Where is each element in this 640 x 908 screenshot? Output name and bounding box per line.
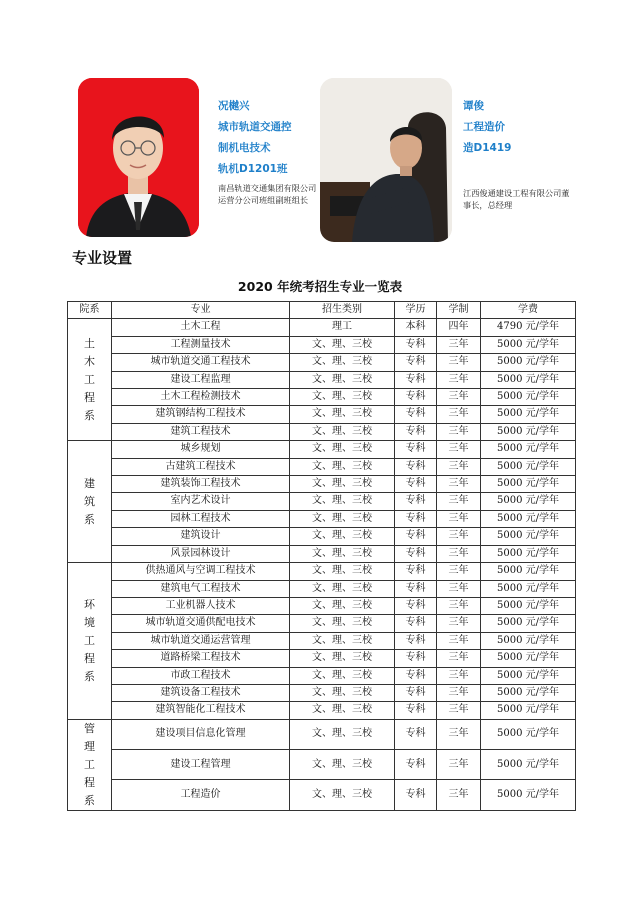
degree-cell: 专科 bbox=[395, 702, 437, 719]
admission-type-cell: 文、理、三校 bbox=[290, 458, 395, 475]
degree-cell: 专科 bbox=[395, 528, 437, 545]
majors-table bbox=[67, 301, 576, 811]
admission-type-cell: 文、理、三校 bbox=[290, 563, 395, 580]
tuition-cell: 5000 元/学年 bbox=[481, 354, 576, 371]
duration-cell: 三年 bbox=[437, 441, 481, 458]
degree-cell: 专科 bbox=[395, 684, 437, 701]
header-duration: 学制 bbox=[437, 302, 481, 319]
degree-cell: 专科 bbox=[395, 780, 437, 810]
major-cell: 市政工程技术 bbox=[112, 667, 290, 684]
table-row bbox=[68, 458, 576, 475]
tuition-cell: 5000 元/学年 bbox=[481, 667, 576, 684]
profile-2-description: 江西俊通建设工程有限公司董事长，总经理 bbox=[463, 188, 570, 210]
tuition-cell: 5000 元/学年 bbox=[481, 423, 576, 440]
profile-1-info bbox=[218, 96, 292, 180]
profile-photo-1 bbox=[78, 78, 199, 237]
table-row bbox=[68, 476, 576, 493]
major-cell: 古建筑工程技术 bbox=[112, 458, 290, 475]
admission-type-cell: 文、理、三校 bbox=[290, 423, 395, 440]
degree-cell: 专科 bbox=[395, 615, 437, 632]
admission-type-cell: 文、理、三校 bbox=[290, 597, 395, 614]
tuition-cell: 5000 元/学年 bbox=[481, 528, 576, 545]
section-heading: 专业设置 bbox=[72, 249, 133, 267]
table-header-row bbox=[68, 302, 576, 319]
degree-cell: 专科 bbox=[395, 336, 437, 353]
table-row bbox=[68, 580, 576, 597]
admission-type-cell: 文、理、三校 bbox=[290, 476, 395, 493]
table-row bbox=[68, 545, 576, 562]
major-cell: 建设工程管理 bbox=[112, 750, 290, 780]
table-row bbox=[68, 493, 576, 510]
tuition-cell: 5000 元/学年 bbox=[481, 371, 576, 388]
admission-type-cell: 文、理、三校 bbox=[290, 719, 395, 749]
tuition-cell: 5000 元/学年 bbox=[481, 580, 576, 597]
duration-cell: 三年 bbox=[437, 371, 481, 388]
table-row bbox=[68, 597, 576, 614]
department-cell: 环 境 工 程 系 bbox=[68, 563, 112, 720]
duration-cell: 三年 bbox=[437, 389, 481, 406]
admission-type-cell: 文、理、三校 bbox=[290, 545, 395, 562]
major-cell: 建筑钢结构工程技术 bbox=[112, 406, 290, 423]
duration-cell: 三年 bbox=[437, 528, 481, 545]
header-degree: 学历 bbox=[395, 302, 437, 319]
department-cell: 建 筑 系 bbox=[68, 441, 112, 563]
duration-cell: 三年 bbox=[437, 545, 481, 562]
major-cell: 园林工程技术 bbox=[112, 510, 290, 527]
tuition-cell: 5000 元/学年 bbox=[481, 510, 576, 527]
profile-1-name: 况樾兴 bbox=[218, 100, 250, 112]
major-cell: 工业机器人技术 bbox=[112, 597, 290, 614]
admission-type-cell: 文、理、三校 bbox=[290, 371, 395, 388]
table-row bbox=[68, 667, 576, 684]
admission-type-cell: 文、理、三校 bbox=[290, 354, 395, 371]
admission-type-cell: 文、理、三校 bbox=[290, 510, 395, 527]
duration-cell: 三年 bbox=[437, 336, 481, 353]
degree-cell: 专科 bbox=[395, 719, 437, 749]
tuition-cell: 5000 元/学年 bbox=[481, 750, 576, 780]
admission-type-cell: 文、理、三校 bbox=[290, 441, 395, 458]
admission-type-cell: 文、理、三校 bbox=[290, 750, 395, 780]
table-title: 2020 年统考招生专业一览表 bbox=[237, 279, 403, 294]
tuition-cell: 5000 元/学年 bbox=[481, 545, 576, 562]
duration-cell: 三年 bbox=[437, 510, 481, 527]
table-row bbox=[68, 615, 576, 632]
tuition-cell: 5000 元/学年 bbox=[481, 650, 576, 667]
major-cell: 城乡规划 bbox=[112, 441, 290, 458]
admission-type-cell: 文、理、三校 bbox=[290, 580, 395, 597]
major-cell: 建设项目信息化管理 bbox=[112, 719, 290, 749]
major-cell: 建筑工程技术 bbox=[112, 423, 290, 440]
duration-cell: 三年 bbox=[437, 493, 481, 510]
admission-type-cell: 文、理、三校 bbox=[290, 650, 395, 667]
admission-type-cell: 文、理、三校 bbox=[290, 684, 395, 701]
degree-cell: 专科 bbox=[395, 667, 437, 684]
tuition-cell: 5000 元/学年 bbox=[481, 563, 576, 580]
table-row bbox=[68, 354, 576, 371]
tuition-cell: 5000 元/学年 bbox=[481, 389, 576, 406]
admission-type-cell: 文、理、三校 bbox=[290, 389, 395, 406]
duration-cell: 三年 bbox=[437, 476, 481, 493]
degree-cell: 专科 bbox=[395, 354, 437, 371]
tuition-cell: 5000 元/学年 bbox=[481, 336, 576, 353]
table-row bbox=[68, 319, 576, 336]
degree-cell: 专科 bbox=[395, 389, 437, 406]
admission-type-cell: 文、理、三校 bbox=[290, 780, 395, 810]
major-cell: 供热通风与空调工程技术 bbox=[112, 563, 290, 580]
duration-cell: 三年 bbox=[437, 615, 481, 632]
table-row bbox=[68, 371, 576, 388]
admission-type-cell: 文、理、三校 bbox=[290, 528, 395, 545]
duration-cell: 三年 bbox=[437, 406, 481, 423]
tuition-cell: 5000 元/学年 bbox=[481, 493, 576, 510]
admission-type-cell: 文、理、三校 bbox=[290, 615, 395, 632]
duration-cell: 三年 bbox=[437, 354, 481, 371]
major-cell: 工程造价 bbox=[112, 780, 290, 810]
degree-cell: 专科 bbox=[395, 441, 437, 458]
major-cell: 土木工程检测技术 bbox=[112, 389, 290, 406]
duration-cell: 三年 bbox=[437, 580, 481, 597]
degree-cell: 专科 bbox=[395, 476, 437, 493]
table-row bbox=[68, 441, 576, 458]
degree-cell: 专科 bbox=[395, 493, 437, 510]
duration-cell: 三年 bbox=[437, 750, 481, 780]
table-row bbox=[68, 632, 576, 649]
degree-cell: 专科 bbox=[395, 371, 437, 388]
department-cell: 管 理 工 程 系 bbox=[68, 719, 112, 810]
table-row bbox=[68, 780, 576, 810]
major-cell: 土木工程 bbox=[112, 319, 290, 336]
admission-type-cell: 文、理、三校 bbox=[290, 406, 395, 423]
degree-cell: 专科 bbox=[395, 632, 437, 649]
table-row bbox=[68, 528, 576, 545]
degree-cell: 专科 bbox=[395, 458, 437, 475]
profile-2-major-line1: 工程造价 bbox=[463, 121, 505, 133]
profile-2-name: 谭俊 bbox=[463, 100, 484, 112]
major-cell: 建筑智能化工程技术 bbox=[112, 702, 290, 719]
profile-1-description: 南昌轨道交通集团有限公司运营分公司班组副班组长 bbox=[218, 183, 317, 205]
tuition-cell: 5000 元/学年 bbox=[481, 632, 576, 649]
admission-type-cell: 文、理、三校 bbox=[290, 702, 395, 719]
duration-cell: 三年 bbox=[437, 667, 481, 684]
degree-cell: 专科 bbox=[395, 406, 437, 423]
table-row bbox=[68, 719, 576, 749]
major-cell: 道路桥梁工程技术 bbox=[112, 650, 290, 667]
admission-type-cell: 理工 bbox=[290, 319, 395, 336]
table-row bbox=[68, 423, 576, 440]
admission-type-cell: 文、理、三校 bbox=[290, 336, 395, 353]
duration-cell: 三年 bbox=[437, 684, 481, 701]
duration-cell: 三年 bbox=[437, 423, 481, 440]
table-row bbox=[68, 510, 576, 527]
major-cell: 城市轨道交通运营管理 bbox=[112, 632, 290, 649]
header-admission-type: 招生类别 bbox=[290, 302, 395, 319]
duration-cell: 三年 bbox=[437, 458, 481, 475]
admission-type-cell: 文、理、三校 bbox=[290, 632, 395, 649]
duration-cell: 三年 bbox=[437, 702, 481, 719]
major-cell: 建筑设备工程技术 bbox=[112, 684, 290, 701]
tuition-cell: 5000 元/学年 bbox=[481, 719, 576, 749]
profile-1-major-line1: 城市轨道交通控 bbox=[218, 121, 292, 133]
table-row bbox=[68, 650, 576, 667]
major-cell: 城市轨道交通供配电技术 bbox=[112, 615, 290, 632]
header-major: 专业 bbox=[112, 302, 290, 319]
duration-cell: 三年 bbox=[437, 650, 481, 667]
tuition-cell: 5000 元/学年 bbox=[481, 441, 576, 458]
major-cell: 风景园林设计 bbox=[112, 545, 290, 562]
tuition-cell: 5000 元/学年 bbox=[481, 476, 576, 493]
admission-type-cell: 文、理、三校 bbox=[290, 493, 395, 510]
tuition-cell: 5000 元/学年 bbox=[481, 780, 576, 810]
table-row bbox=[68, 389, 576, 406]
header-tuition: 学费 bbox=[481, 302, 576, 319]
table-row bbox=[68, 702, 576, 719]
tuition-cell: 4790 元/学年 bbox=[481, 319, 576, 336]
table-row bbox=[68, 563, 576, 580]
major-cell: 建筑设计 bbox=[112, 528, 290, 545]
tuition-cell: 5000 元/学年 bbox=[481, 684, 576, 701]
profile-1-major-line2: 制机电技术 bbox=[218, 142, 271, 154]
degree-cell: 专科 bbox=[395, 650, 437, 667]
profile-2-info bbox=[463, 96, 511, 159]
degree-cell: 专科 bbox=[395, 580, 437, 597]
degree-cell: 专科 bbox=[395, 423, 437, 440]
degree-cell: 专科 bbox=[395, 563, 437, 580]
profile-2-class: 造D1419 bbox=[463, 142, 512, 154]
degree-cell: 专科 bbox=[395, 750, 437, 780]
duration-cell: 三年 bbox=[437, 632, 481, 649]
table-row bbox=[68, 336, 576, 353]
major-cell: 室内艺术设计 bbox=[112, 493, 290, 510]
duration-cell: 三年 bbox=[437, 780, 481, 810]
table-row bbox=[68, 750, 576, 780]
profile-photo-2 bbox=[320, 78, 452, 242]
tuition-cell: 5000 元/学年 bbox=[481, 615, 576, 632]
tuition-cell: 5000 元/学年 bbox=[481, 702, 576, 719]
profile-1-class: 轨机D1201班 bbox=[218, 163, 288, 175]
tuition-cell: 5000 元/学年 bbox=[481, 406, 576, 423]
major-cell: 城市轨道交通工程技术 bbox=[112, 354, 290, 371]
degree-cell: 专科 bbox=[395, 510, 437, 527]
table-body bbox=[68, 319, 576, 810]
table-row bbox=[68, 406, 576, 423]
duration-cell: 三年 bbox=[437, 597, 481, 614]
header-department: 院系 bbox=[68, 302, 112, 319]
table-row bbox=[68, 684, 576, 701]
department-cell: 土 木 工 程 系 bbox=[68, 319, 112, 441]
degree-cell: 专科 bbox=[395, 545, 437, 562]
major-cell: 建设工程监理 bbox=[112, 371, 290, 388]
admission-type-cell: 文、理、三校 bbox=[290, 667, 395, 684]
duration-cell: 三年 bbox=[437, 563, 481, 580]
degree-cell: 本科 bbox=[395, 319, 437, 336]
tuition-cell: 5000 元/学年 bbox=[481, 458, 576, 475]
major-cell: 工程测量技术 bbox=[112, 336, 290, 353]
degree-cell: 专科 bbox=[395, 597, 437, 614]
tuition-cell: 5000 元/学年 bbox=[481, 597, 576, 614]
duration-cell: 四年 bbox=[437, 319, 481, 336]
major-cell: 建筑装饰工程技术 bbox=[112, 476, 290, 493]
duration-cell: 三年 bbox=[437, 719, 481, 749]
major-cell: 建筑电气工程技术 bbox=[112, 580, 290, 597]
